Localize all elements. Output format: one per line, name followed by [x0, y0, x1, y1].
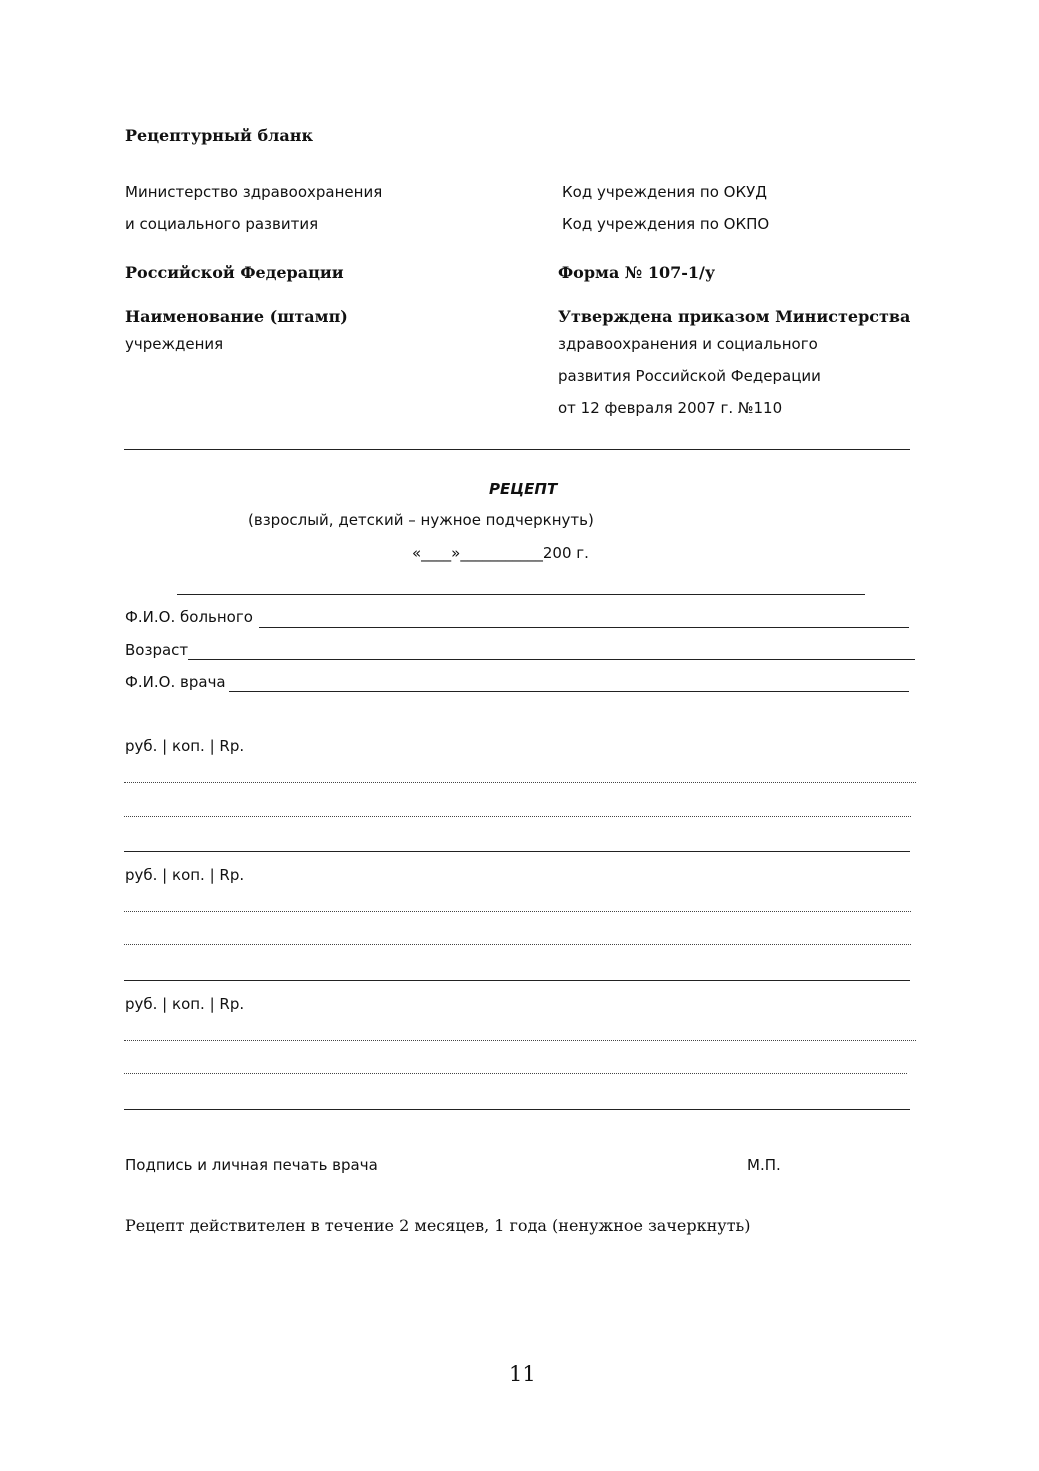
doctor-name-field[interactable]	[229, 691, 909, 692]
ministry-line-2: и социального развития	[125, 215, 319, 233]
rx-block-2-divider	[124, 980, 910, 981]
form-title: Рецептурный бланк	[125, 126, 314, 145]
age-label: Возраст	[125, 641, 189, 659]
doctor-signature-label: Подпись и личная печать врача	[125, 1156, 378, 1174]
rx-block-3-divider	[124, 1109, 910, 1110]
rx-block-1-label: руб. | коп. | Rp.	[125, 737, 245, 755]
okud-code-label: Код учреждения по ОКУД	[562, 183, 767, 201]
doctor-name-label: Ф.И.О. врача	[125, 673, 226, 691]
age-field[interactable]	[188, 659, 915, 660]
approval-line-4: от 12 февраля 2007 г. №110	[558, 399, 783, 417]
recipe-type-note: (взрослый, детский – нужное подчеркнуть)	[248, 511, 594, 529]
rx-block-3-line-2[interactable]	[124, 1073, 907, 1074]
header-divider	[124, 449, 910, 450]
seal-label: М.П.	[747, 1156, 781, 1174]
rx-block-2-line-2[interactable]	[124, 944, 911, 945]
date-underline	[177, 594, 865, 595]
page-number: 11	[509, 1362, 536, 1386]
rx-block-3-label: руб. | коп. | Rp.	[125, 995, 245, 1013]
rx-block-1-line-1[interactable]	[124, 782, 916, 783]
okpo-code-label: Код учреждения по ОКПО	[562, 215, 770, 233]
form-number: Форма № 107-1/у	[558, 263, 716, 282]
approval-line-2: здравоохранения и социального	[558, 335, 818, 353]
rx-block-2-label: руб. | коп. | Rp.	[125, 866, 245, 884]
rx-block-1-line-2[interactable]	[124, 816, 911, 817]
ministry-line-1: Министерство здравоохранения	[125, 183, 383, 201]
validity-note: Рецепт действителен в течение 2 месяцев, 1 года (ненужное зачеркнуть)	[125, 1216, 751, 1235]
rx-block-3-line-1[interactable]	[124, 1040, 916, 1041]
stamp-label: Наименование (штамп)	[125, 307, 348, 326]
rx-block-2-line-1[interactable]	[124, 911, 911, 912]
patient-name-field[interactable]	[259, 627, 909, 628]
ministry-line-3: Российской Федерации	[125, 263, 344, 282]
approval-line-1: Утверждена приказом Министерства	[558, 307, 911, 326]
recipe-heading: РЕЦЕПТ	[489, 480, 558, 498]
rx-block-1-divider	[124, 851, 910, 852]
approval-line-3: развития Российской Федерации	[558, 367, 821, 385]
recipe-date-field[interactable]: «____»___________200 г.	[412, 544, 589, 562]
patient-name-label: Ф.И.О. больного	[125, 608, 253, 626]
stamp-sublabel: учреждения	[125, 335, 224, 353]
